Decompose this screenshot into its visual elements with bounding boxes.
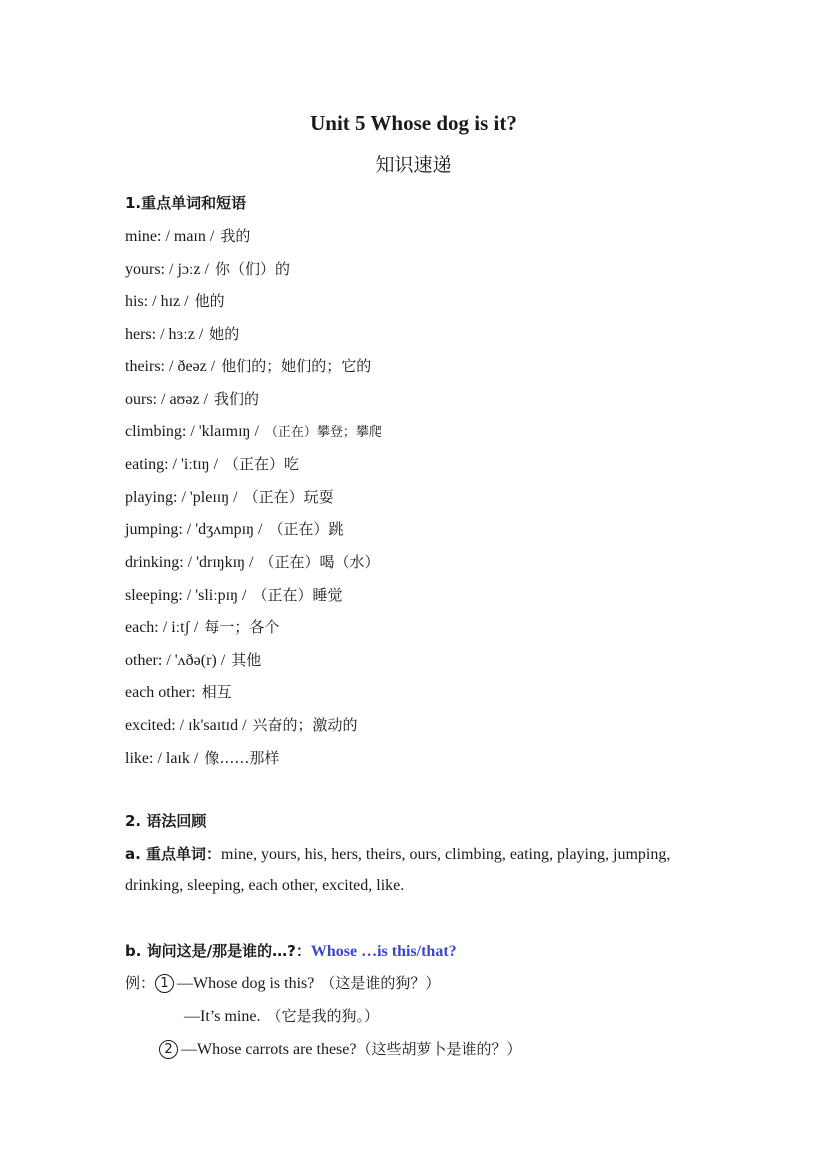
- vocab-meaning: （正在）攀登；攀爬: [264, 424, 382, 440]
- key-words-line-2: [125, 875, 404, 897]
- example-1-answer: [184, 1005, 379, 1028]
- section1-heading: 1.重点单词和短语: [125, 194, 247, 212]
- vocab-item: [125, 388, 259, 411]
- vocab-term: his: / hɪz /: [125, 293, 189, 311]
- vocab-meaning: （正在）睡觉: [252, 585, 343, 604]
- vocab-term: each other:: [125, 684, 196, 702]
- vocab-meaning: 他们的；她们的；它的: [221, 357, 372, 376]
- vocab-term: playing: / 'pleɪɪŋ /: [125, 488, 238, 506]
- vocab-item: [125, 323, 239, 346]
- vocab-term: yours: / jɔːz /: [125, 260, 209, 278]
- circled-number-2: 2: [159, 1040, 178, 1059]
- key-words-text-2: drinking, sleeping, each other, excited, like.: [125, 877, 405, 894]
- example-1-question: [125, 972, 440, 995]
- vocab-term: ours: / aʊəz /: [125, 391, 208, 408]
- vocab-meaning: （正在）喝（水）: [259, 553, 380, 571]
- pattern-label: b. 询问这是/那是谁的…?：: [125, 942, 311, 960]
- example-label: 例：: [125, 974, 156, 992]
- vocab-meaning: （正在）玩耍: [243, 487, 334, 506]
- vocab-meaning: 其他: [231, 650, 262, 669]
- vocab-item: [125, 258, 290, 281]
- vocab-term: hers: / hɜːz /: [125, 325, 204, 343]
- vocab-item: [125, 714, 358, 737]
- pattern-line: [125, 940, 457, 963]
- vocab-term: excited: / ɪk'saɪtɪd /: [125, 717, 247, 734]
- example-2-question: [159, 1038, 521, 1061]
- vocab-item: [125, 584, 342, 607]
- vocab-term: climbing: / 'klaɪmɪŋ /: [125, 422, 259, 440]
- vocab-meaning: （正在）吃: [224, 455, 300, 474]
- vocab-item: [125, 649, 261, 672]
- vocab-term: sleeping: / 'sliːpɪŋ /: [125, 586, 247, 604]
- vocab-item: [125, 290, 225, 313]
- example-1-q: —Whose dog is this?: [177, 975, 315, 992]
- vocab-meaning: 相互: [201, 683, 232, 702]
- section2-heading: 2. 语法回顾: [125, 812, 207, 830]
- page-subtitle: 知识速递: [375, 154, 452, 176]
- page-title: Unit 5 Whose dog is it?: [310, 111, 517, 135]
- vocab-item: [125, 453, 299, 476]
- vocab-term: drinking: / 'drɪŋkɪŋ /: [125, 554, 254, 571]
- vocab-meaning: 像……那样: [204, 748, 280, 767]
- example-1-a-cn: （它是我的狗。）: [266, 1007, 379, 1025]
- circled-number-1: 1: [155, 974, 174, 993]
- vocab-term: theirs: / ðeəz /: [125, 358, 216, 376]
- vocab-meaning: （正在）跳: [268, 520, 344, 539]
- vocab-item: [125, 551, 380, 574]
- vocab-meaning: 我们的: [213, 390, 259, 408]
- vocab-item: [125, 518, 343, 541]
- vocab-item: [125, 225, 250, 248]
- vocab-term: each: / iːtʃ /: [125, 619, 199, 637]
- vocab-term: mine: / maɪn /: [125, 228, 215, 245]
- vocab-item: [125, 421, 382, 444]
- key-words-line-1: [125, 843, 670, 866]
- key-words-label: a. 重点单词：: [125, 845, 222, 863]
- vocab-meaning: 她的: [209, 324, 240, 343]
- vocab-item: [125, 747, 279, 770]
- vocab-meaning: 我的: [220, 227, 251, 245]
- vocab-meaning: 他的: [194, 292, 225, 311]
- vocab-item: [125, 616, 279, 639]
- vocab-item: [125, 681, 232, 704]
- vocab-term: other: / 'ʌðə(r) /: [125, 651, 226, 669]
- vocab-meaning: 兴奋的；激动的: [252, 716, 358, 734]
- vocab-term: jumping: / 'dʒʌmpɪŋ /: [125, 521, 263, 539]
- pattern-sentence: Whose …is this/that?: [310, 943, 457, 960]
- key-words-text-1: mine, yours, his, hers, theirs, ours, climbing, eating, playing, jumping,: [221, 846, 671, 863]
- example-2-q-cn: （这些胡萝卜是谁的？）: [356, 1040, 522, 1058]
- vocab-meaning: 你（们）的: [214, 259, 290, 278]
- vocab-term: eating: / 'iːtɪŋ /: [125, 456, 219, 474]
- example-1-a: —It’s mine.: [184, 1008, 261, 1025]
- vocab-meaning: 每一；各个: [204, 618, 280, 637]
- vocab-item: [125, 486, 334, 509]
- example-2-q: —Whose carrots are these?: [181, 1041, 357, 1058]
- vocab-term: like: / laɪk /: [125, 749, 199, 767]
- example-1-q-cn: （这是谁的狗？）: [320, 974, 441, 992]
- vocab-item: [125, 355, 371, 378]
